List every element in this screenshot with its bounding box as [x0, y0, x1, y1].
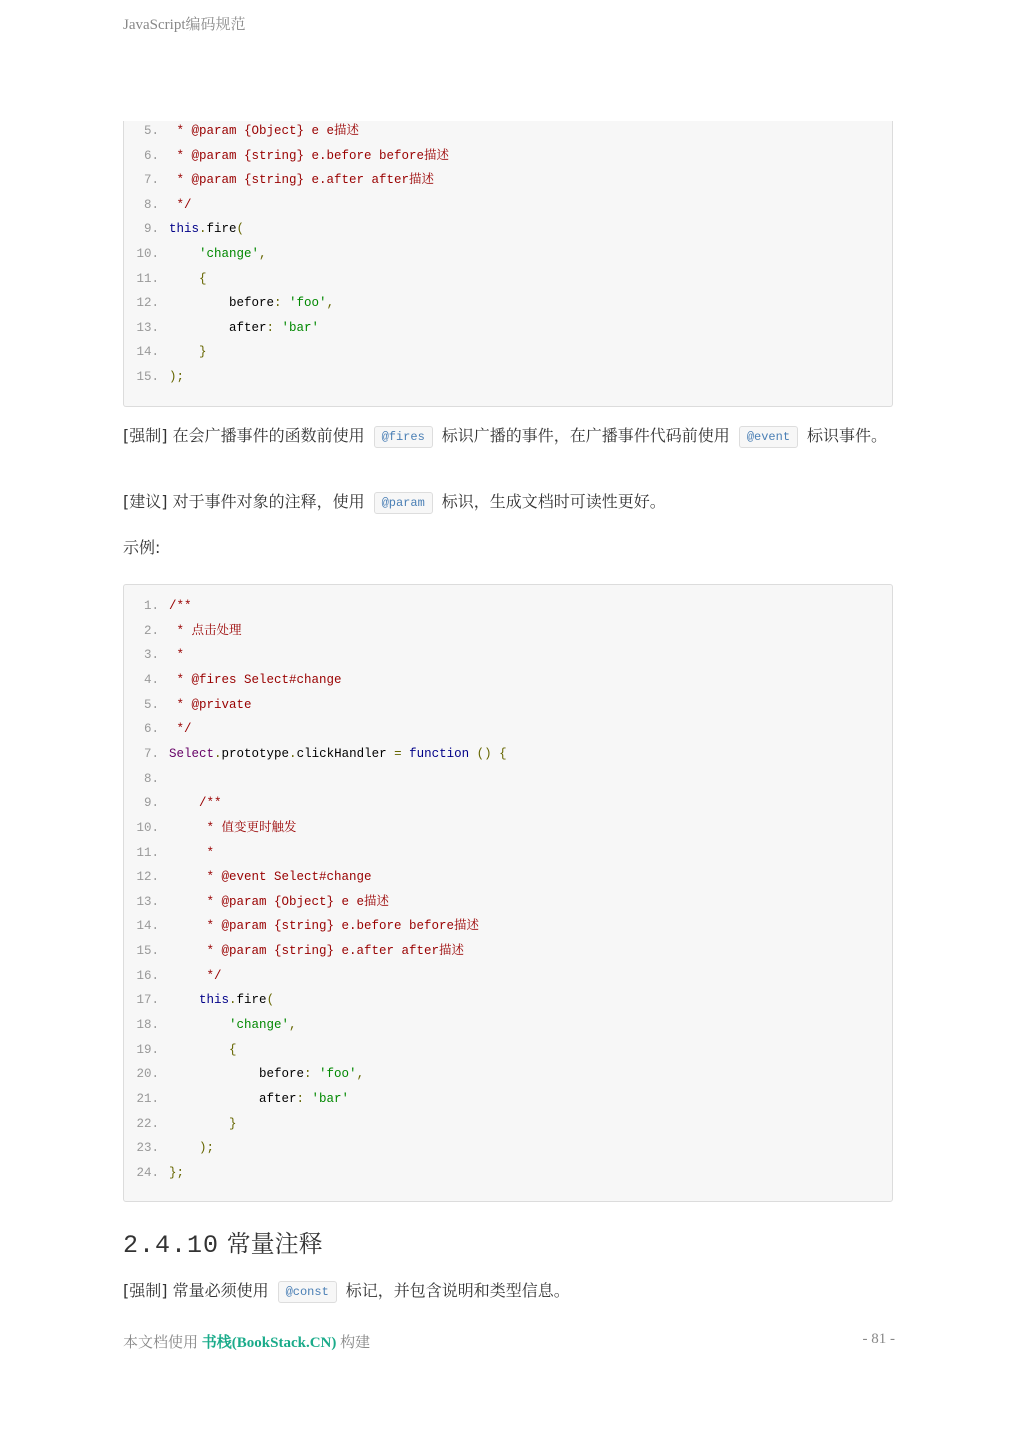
code-token: before	[169, 1067, 305, 1082]
code-token: {	[199, 271, 207, 286]
line-number: 8.	[143, 771, 159, 786]
line-number: 7.	[143, 746, 159, 761]
code-block	[123, 584, 893, 1202]
code-line	[124, 670, 342, 690]
footer-suffix: 构建	[340, 1335, 371, 1351]
paragraph-text: [强制] 在会广播事件的函数前使用	[123, 426, 365, 445]
line-number: 10.	[136, 820, 159, 835]
line-number: 18.	[136, 1018, 159, 1033]
code-token	[169, 919, 199, 933]
bookstack-link[interactable]: 书栈(BookStack.CN)	[201, 1335, 337, 1351]
line-number: 9.	[143, 222, 159, 237]
code-token: *	[169, 648, 185, 663]
code-token: 'bar'	[281, 320, 320, 335]
code-token: }	[229, 1116, 237, 1131]
line-number: 6.	[143, 722, 159, 737]
paragraph-text: 标识事件。	[807, 426, 888, 445]
code-token: *	[199, 845, 215, 860]
line-number: 5.	[143, 697, 159, 712]
page-number: - 81 -	[862, 1331, 895, 1347]
code-line	[124, 244, 267, 264]
code-token	[169, 870, 199, 884]
code-token	[169, 247, 199, 261]
line-number: 19.	[136, 1042, 159, 1057]
code-token: * @param {string} e.before before描述	[169, 148, 450, 163]
code-token: () {	[476, 746, 507, 761]
paragraph-text: 标识，生成文档时可读性更好。	[441, 492, 666, 511]
footer-credit	[123, 1331, 370, 1352]
code-line	[124, 1114, 237, 1134]
code-token: * @param {string} e.after after描述	[199, 944, 465, 959]
code-line	[124, 318, 319, 338]
code-token: 'foo'	[319, 1067, 357, 1082]
inline-code: @event	[739, 426, 798, 448]
code-line	[124, 170, 434, 190]
line-number: 13.	[136, 320, 159, 335]
inline-code: @const	[278, 1281, 337, 1303]
line-number: 24.	[136, 1165, 159, 1180]
code-token	[169, 345, 199, 359]
code-token: 'change'	[229, 1018, 290, 1033]
code-token: * @fires Select#change	[169, 672, 342, 687]
code-token: before	[169, 296, 275, 311]
code-line	[124, 793, 222, 813]
code-token: );	[199, 1141, 215, 1156]
code-token	[169, 895, 199, 909]
code-token: after	[169, 320, 267, 335]
code-line	[124, 121, 359, 141]
line-number: 15.	[136, 944, 159, 959]
code-token: * 值变更时触发	[199, 820, 297, 835]
code-line	[124, 596, 192, 616]
inline-code: @param	[374, 492, 433, 514]
code-line	[124, 293, 334, 313]
code-line	[124, 843, 214, 863]
code-token	[469, 747, 477, 761]
code-token	[169, 272, 199, 286]
code-line	[124, 367, 184, 387]
paragraph-fires-rule	[123, 425, 895, 448]
line-number: 6.	[143, 148, 159, 163]
paragraph-param-suggestion	[123, 491, 895, 514]
page-header: JavaScript编码规范	[123, 17, 246, 33]
paragraph-text: [强制] 常量必须使用	[123, 1281, 269, 1300]
code-token: function	[409, 746, 470, 761]
code-line	[124, 719, 192, 739]
code-token	[169, 1043, 229, 1057]
code-token: =	[394, 746, 410, 761]
line-number: 22.	[136, 1116, 159, 1131]
code-line	[124, 769, 169, 789]
code-line	[124, 195, 192, 215]
code-token: * @param {Object} e e描述	[169, 124, 360, 138]
line-number: 21.	[136, 1092, 159, 1106]
code-token: (	[236, 222, 245, 237]
code-token: */	[169, 197, 192, 212]
code-line	[124, 621, 242, 641]
code-token: 'change'	[199, 247, 260, 261]
line-number: 20.	[136, 1067, 159, 1082]
line-number: 5.	[143, 124, 159, 138]
code-line	[124, 1040, 237, 1060]
code-line	[124, 744, 507, 764]
code-token: this	[169, 222, 200, 237]
code-token: (	[266, 993, 275, 1008]
code-token: prototype	[221, 746, 290, 761]
code-token: :	[274, 296, 290, 311]
code-token: /**	[169, 599, 192, 613]
code-line	[124, 1015, 297, 1035]
code-token: {	[229, 1042, 237, 1057]
paragraph-text: [建议] 对于事件对象的注释，使用	[123, 492, 365, 511]
code-token: */	[169, 722, 192, 737]
example-label: 示例:	[123, 538, 161, 557]
code-token	[169, 796, 199, 810]
code-token: :	[304, 1067, 320, 1082]
line-number: 11.	[136, 271, 159, 286]
code-token: 'bar'	[311, 1092, 350, 1106]
section-title: 常量注释	[226, 1230, 323, 1258]
code-line	[124, 1138, 214, 1158]
code-line	[124, 990, 274, 1010]
line-number: 10.	[136, 247, 159, 261]
code-line	[124, 269, 207, 289]
line-number: 14.	[136, 919, 159, 934]
code-token: * @private	[169, 697, 252, 712]
code-line	[124, 966, 222, 986]
line-number: 7.	[143, 173, 159, 188]
code-token	[169, 1117, 229, 1131]
code-line	[124, 1163, 184, 1183]
code-line	[124, 645, 184, 665]
inline-code: @fires	[374, 426, 433, 448]
code-token: ,	[356, 1067, 365, 1082]
code-line	[124, 219, 244, 239]
code-token: );	[169, 370, 185, 384]
code-line	[124, 1064, 364, 1084]
section-heading	[123, 1224, 323, 1260]
code-token: fire	[236, 993, 267, 1008]
line-number: 16.	[136, 968, 159, 983]
code-line	[124, 342, 207, 362]
line-number: 8.	[143, 197, 159, 212]
code-token: 'foo'	[289, 296, 327, 311]
section-number: 2.4.10	[123, 1231, 220, 1260]
code-token: fire	[206, 222, 237, 237]
paragraph-text: 标记，并包含说明和类型信息。	[345, 1281, 570, 1300]
code-token: ,	[289, 1018, 297, 1033]
code-block	[123, 121, 893, 407]
line-number: 23.	[136, 1141, 159, 1156]
code-token: .	[229, 993, 237, 1008]
code-line	[124, 146, 449, 166]
code-line	[124, 892, 389, 912]
line-number: 14.	[136, 345, 159, 360]
code-line	[124, 818, 297, 838]
code-token: :	[266, 320, 282, 335]
line-number: 12.	[136, 870, 159, 885]
line-number: 2.	[143, 623, 159, 638]
code-token: };	[169, 1165, 185, 1180]
code-token: * @param {string} e.after after描述	[169, 173, 435, 188]
code-line	[124, 695, 252, 715]
line-number: 11.	[136, 845, 159, 860]
line-number: 17.	[136, 993, 159, 1008]
paragraph-text: 标识广播的事件，在广播事件代码前使用	[441, 426, 730, 445]
code-token	[169, 1018, 229, 1032]
paragraph-const-rule	[123, 1280, 895, 1303]
code-token: /**	[199, 796, 222, 811]
code-token: .	[214, 746, 222, 761]
code-line	[124, 916, 479, 936]
line-number: 4.	[143, 672, 159, 687]
code-token: clickHandler	[296, 746, 395, 761]
code-token: ,	[259, 247, 267, 261]
line-number: 15.	[136, 370, 159, 384]
code-line	[124, 941, 464, 961]
code-token: * 点击处理	[169, 623, 242, 638]
line-number: 13.	[136, 894, 159, 909]
code-token: ,	[326, 296, 335, 311]
code-token	[169, 846, 199, 860]
code-token: }	[199, 345, 207, 360]
code-token: .	[199, 222, 207, 237]
code-token: * @param {string} e.before before描述	[199, 919, 480, 934]
code-token	[169, 993, 199, 1007]
line-number: 9.	[143, 796, 159, 811]
code-token: * @param {Object} e e描述	[199, 894, 390, 909]
code-token	[169, 944, 199, 958]
footer-prefix: 本文档使用	[123, 1335, 199, 1351]
code-line	[124, 867, 372, 887]
code-token: after	[169, 1092, 297, 1106]
code-line	[124, 1089, 349, 1109]
code-token: this	[199, 993, 230, 1008]
code-token: Select	[169, 746, 215, 761]
line-number: 3.	[143, 648, 159, 663]
code-token: :	[296, 1092, 312, 1106]
code-token	[169, 969, 199, 983]
code-token: .	[289, 746, 297, 761]
code-token: */	[199, 968, 222, 983]
code-token	[169, 1141, 199, 1155]
line-number: 1.	[143, 599, 159, 613]
code-token	[169, 821, 199, 835]
line-number: 12.	[136, 296, 159, 311]
code-token: * @event Select#change	[199, 870, 372, 885]
